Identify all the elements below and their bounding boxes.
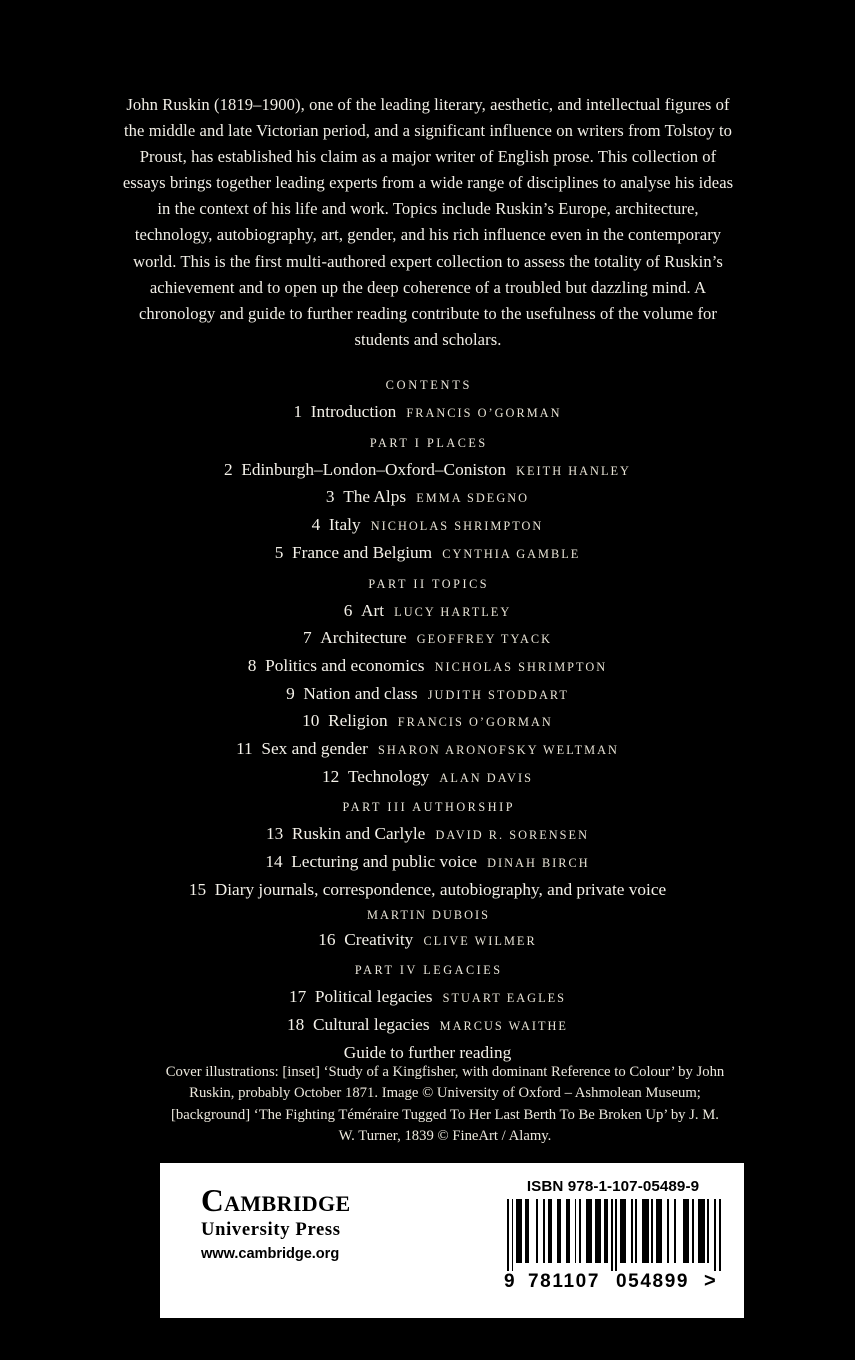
contents-entry-title: Diary journals, correspondence, autobiography, and private voice [206,879,667,899]
contents-entry-author: FRANCIS O’GORMAN [389,715,553,730]
contents-entry-number: 13 [266,824,284,844]
barcode-bar [651,1199,653,1263]
barcode-bar [656,1199,662,1263]
contents-entry-number: 14 [265,852,283,872]
contents-entry-title: Creativity [335,929,414,949]
barcode-bar [525,1199,529,1263]
barcode-bar [586,1199,592,1263]
barcode-bars [507,1199,721,1271]
contents-entry-number: 18 [287,1014,305,1034]
contents-entry-title: Political legacies [306,987,433,1007]
barcode-bar [714,1199,716,1271]
contents-entry-number: 4 [311,515,321,535]
contents-entry [60,1012,795,1040]
contents-entry-author: MARTIN DUBOIS [367,907,490,922]
barcode-digit-group1: 781107 [528,1271,601,1292]
isbn-barcode [504,1178,722,1293]
contents-entry-author: DINAH BIRCH [478,856,590,871]
publisher-name-line2: University Press [201,1219,341,1240]
contents-entry-title: Religion [319,711,388,731]
contents-entry-author: LUCY HARTLEY [386,604,512,619]
contents-entry-title: Italy [320,515,361,535]
contents-entry [60,625,795,653]
barcode-digits [504,1271,722,1293]
contents-entry-author: KEITH HANLEY [507,463,631,478]
contents-entry-title: Introduction [302,402,397,421]
contents-entry-author: SHARON ARONOFSKY WELTMAN [369,743,619,758]
contents-part-heading: PART I PLACES [369,435,488,450]
contents-entry-number: 17 [288,987,307,1007]
contents-entry [60,598,795,626]
contents-entry-number: 2 [224,459,233,479]
barcode-bar [674,1199,676,1263]
contents-entry [60,821,795,849]
barcode-bar [548,1199,552,1263]
contents-entry-author: DAVID R. SORENSEN [427,828,589,843]
publisher-panel [160,1163,744,1318]
contents-entry-number: 15 [188,879,207,899]
contents-entry-number: 11 [236,739,253,759]
contents-entry-number: 16 [318,929,336,949]
contents-entry [60,984,795,1012]
barcode-digit-group2: 054899 [616,1271,690,1292]
barcode-bar [683,1199,689,1263]
contents-entry [60,849,795,877]
contents-entry-author: JUDITH STODDART [419,687,569,702]
contents-entry-number: 7 [302,628,312,648]
barcode-bar [566,1199,570,1263]
barcode-bar [604,1199,608,1263]
contents-part-heading: PART III AUTHORSHIP [342,800,516,815]
barcode-bar [512,1199,514,1271]
contents-entry-author: GEOFFREY TYACK [408,632,553,647]
barcode-bar [557,1199,561,1263]
barcode-bar [579,1199,581,1263]
contents-entry-number: 6 [343,600,353,620]
barcode-digit-right: > [704,1270,716,1292]
contents-heading: CONTENTS [385,378,473,392]
barcode-bar [516,1199,522,1263]
contents-entry-title: Nation and class [294,683,418,703]
publisher-website: www.cambridge.org [201,1246,340,1262]
barcode-bar [707,1199,709,1263]
contents-entry-title: Edinburgh–London–Oxford–Coniston [232,459,506,479]
contents-entry-title: The Alps [334,487,407,507]
contents-entry-plain: Guide to further reading [343,1042,512,1062]
contents-entry-number: 3 [325,487,335,507]
contents-entry-title: Art [352,600,385,620]
cover-illustration-credits [163,1062,727,1148]
contents-entry-author: MARCUS WAITHE [431,1018,568,1033]
isbn-label: ISBN 978-1-107-05489-9 [526,1178,700,1195]
barcode-bar [692,1199,694,1263]
contents-entry-number: 9 [286,683,295,703]
contents-list [60,399,795,1066]
contents-entry-author: NICHOLAS SHRIMPTON [362,519,544,534]
contents-entry-author: ALAN DAVIS [431,770,533,785]
barcode-bar [642,1199,648,1263]
publisher-name-line1: Cambridge [201,1183,351,1218]
cambridge-university-press-logo [201,1184,351,1264]
contents-entry [60,457,795,485]
contents-entry-author: CLIVE WILMER [415,933,537,948]
barcode-bar [615,1199,617,1271]
contents-entry-number: 1 [293,402,303,421]
contents-entry-title: Ruskin and Carlyle [283,824,426,844]
barcode-bar [536,1199,538,1263]
contents-entry [60,540,795,568]
contents-entry-author: FRANCIS O’GORMAN [398,406,562,420]
contents-entry [60,927,795,955]
contents-entry-title: Cultural legacies [304,1014,430,1034]
barcode-bar [575,1199,577,1263]
barcode-bar [620,1199,626,1263]
barcode-bar [543,1199,545,1263]
contents-entry [60,653,795,681]
contents-entry-number: 12 [322,766,340,786]
contents-entry [60,512,795,540]
contents-entry-title: Technology [339,766,430,786]
contents-entry-author: STUART EAGLES [434,991,567,1006]
contents-entry [60,708,795,736]
credits-paragraph: Cover illustrations: [inset] ‘Study of a Kingfisher, with dominant Reference to Colour’ by John Ruskin, probably October 1871. Image © University of Oxford – Ashmolean Museum; [background] ‘The Fighting Téméraire Tugged To Her Last Berth To Be Broken Up’ by J. M. W. Turner, 1839 © FineArt / Alamy. [165,1064,725,1145]
contents-entry [60,484,795,512]
contents-entry [60,681,795,709]
contents-part-heading: PART IV LEGACIES [354,963,503,978]
blurb-paragraph: John Ruskin (1819–1900), one of the leading literary, aesthetic, and intellectual figures of the middle and late Victorian period, and a significant influence on writers from Tolstoy to Proust, has established his claim as a major writer of English prose. This collection of essays brings together leading experts from a wide range of disciplines to analyse his ideas in the context of his life and work. Topics include Ruskin’s Europe, architecture, technology, autobiography, art, gender, and his rich influence even in the contemporary world. This is the first multi-authored expert collection to assess the totality of Ruskin’s achievement and to open up the deep coherence of a troubled but dazzling mind. A chronology and guide to further reading contribute to the usefulness of the volume for students and scholars. [122,95,734,349]
contents-part-heading: PART II TOPICS [368,576,490,591]
contents-entry-number: 5 [274,542,284,562]
contents-entry [60,764,795,792]
blurb-text [118,92,738,353]
barcode-digit-left: 9 [504,1271,515,1292]
contents-entry [60,877,795,903]
contents-entry-author: CYNTHIA GAMBLE [434,546,581,561]
contents-entry [60,399,795,427]
contents-entry [60,736,795,764]
contents-entry-number: 8 [247,655,257,675]
barcode-bar [507,1199,509,1271]
contents-entry-title: Lecturing and public voice [282,852,477,872]
barcode-bar [611,1199,613,1271]
contents-section [60,374,795,1066]
contents-entry-number: 10 [302,711,320,731]
contents-entry-title: Architecture [311,628,407,648]
barcode-bar [631,1199,633,1263]
contents-entry-author: NICHOLAS SHRIMPTON [426,659,608,674]
contents-entry-title: France and Belgium [283,542,433,562]
barcode-bar [719,1199,721,1271]
contents-entry-title: Politics and economics [256,655,425,675]
barcode-bar [635,1199,637,1263]
barcode-bar [667,1199,669,1263]
barcode-bar [698,1199,704,1263]
contents-entry-title: Sex and gender [252,739,368,759]
barcode-bar [595,1199,601,1263]
contents-entry-author: EMMA SDEGNO [408,491,530,506]
